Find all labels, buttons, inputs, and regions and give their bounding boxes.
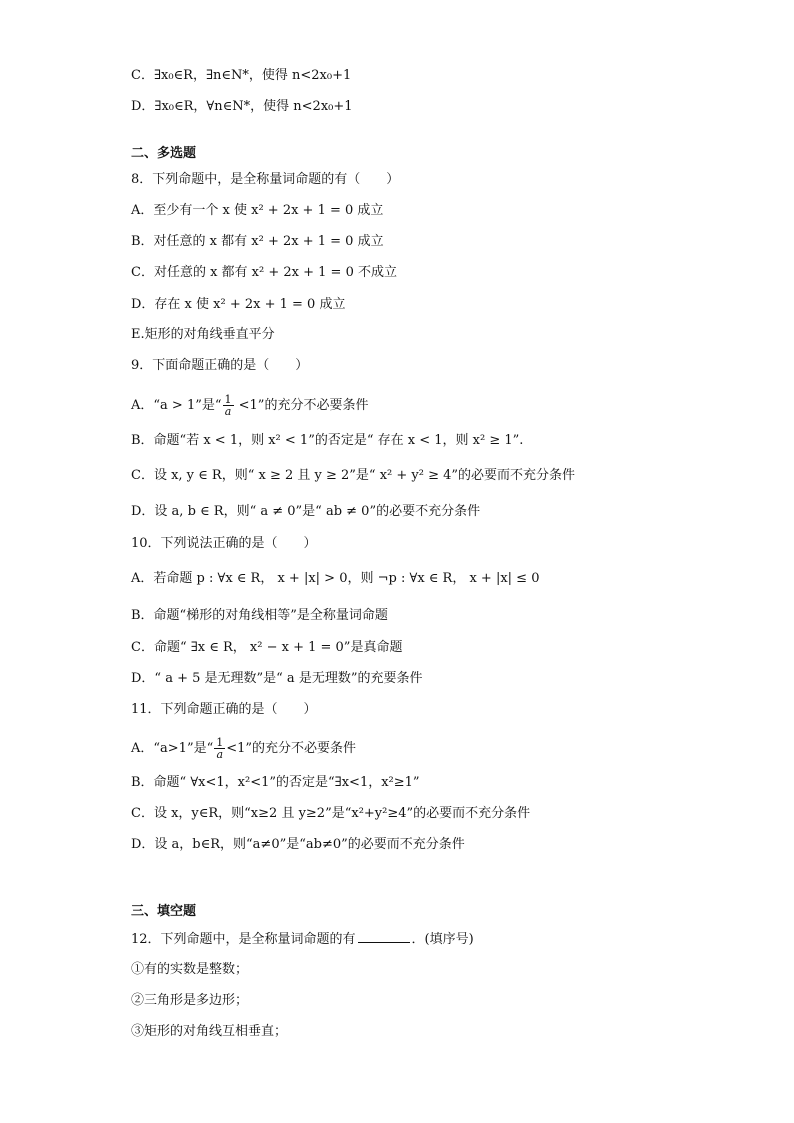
- q12-item-2: ②三角形是多边形；: [131, 993, 249, 1008]
- q12-post: ．(填序号): [411, 932, 474, 947]
- q11-option-c: C．设 x，y∈R，则“x≥2 且 y≥2”是“x²+y²≥4”的必要而不充分条件: [131, 806, 531, 821]
- option-c-q7: C．∃x₀∈R，∃n∈N*，使得 n<2x₀+1: [131, 68, 352, 83]
- fraction-numerator: 1: [224, 393, 232, 406]
- q10-option-a: A．若命题 p : ∀x ∈ R， x + |x| > 0，则 ¬p : ∀x ∈ R， x + |x| ≤ 0: [131, 571, 540, 586]
- q8-option-a: A．至少有一个 x 使 x² + 2x + 1 = 0 成立: [131, 203, 384, 218]
- fraction: [214, 737, 225, 760]
- question-8: 8．下列命题中，是全称量词命题的有（ ）: [131, 172, 400, 187]
- q9-a-pre: A．“a > 1”是“: [131, 398, 222, 413]
- q12-pre: 12．下列命题中，是全称量词命题的有: [131, 932, 356, 947]
- fraction-denominator: a: [216, 748, 224, 761]
- q10-option-d: D．“ a + 5 是无理数”是“ a 是无理数”的充要条件: [131, 671, 423, 686]
- section-heading-fill-blank: 三、填空题: [131, 904, 197, 919]
- q10-option-b: B．命题“梯形的对角线相等”是全称量词命题: [131, 608, 388, 623]
- q9-option-a: [131, 394, 368, 417]
- q11-a-post: <1”的充分不必要条件: [226, 741, 357, 756]
- q11-a-pre: A．“a>1”是“: [131, 741, 214, 756]
- q8-option-d: D．存在 x 使 x² + 2x + 1 = 0 成立: [131, 297, 346, 312]
- q9-option-b: B．命题“若 x < 1，则 x² < 1”的否定是“ 存在 x < 1，则 x² ≥ 1”.: [131, 433, 524, 448]
- q8-option-b: B．对任意的 x 都有 x² + 2x + 1 = 0 成立: [131, 234, 384, 249]
- q11-option-b: B．命题“ ∀x<1，x²<1”的否定是“∃x<1，x²≥1”: [131, 775, 420, 790]
- q8-option-e: E.矩形的对角线垂直平分: [131, 327, 275, 342]
- q12-item-3: ③矩形的对角线互相垂直；: [131, 1024, 288, 1039]
- question-11: 11．下列命题正确的是（ ）: [131, 702, 317, 717]
- answer-blank[interactable]: [358, 930, 410, 943]
- q10-option-c: C．命题“ ∃x ∈ R， x² − x + 1 = 0”是真命题: [131, 640, 403, 655]
- q12-item-1: ①有的实数是整数；: [131, 962, 249, 977]
- question-10: 10．下列说法正确的是（ ）: [131, 536, 317, 551]
- q11-option-a: [131, 737, 356, 760]
- section-heading-multi-choice: 二、多选题: [131, 146, 197, 161]
- question-9: 9．下面命题正确的是（ ）: [131, 358, 309, 373]
- fraction: [223, 394, 234, 417]
- q11-option-d: D．设 a，b∈R，则“a≠0”是“ab≠0”的必要而不充分条件: [131, 837, 465, 852]
- fraction-numerator: 1: [216, 736, 224, 749]
- q9-a-post: <1”的充分不必要条件: [234, 398, 369, 413]
- option-d-q7: D．∃x₀∈R，∀n∈N*，使得 n<2x₀+1: [131, 99, 353, 114]
- q9-option-d: D．设 a, b ∈ R，则“ a ≠ 0”是“ ab ≠ 0”的必要不充分条件: [131, 504, 481, 519]
- fraction-denominator: a: [224, 405, 232, 418]
- q9-option-c: C．设 x, y ∈ R，则“ x ≥ 2 且 y ≥ 2”是“ x² + y² ≥ 4”的必要而不充分条件: [131, 468, 576, 483]
- q8-option-c: C．对任意的 x 都有 x² + 2x + 1 = 0 不成立: [131, 265, 397, 280]
- question-12: [131, 930, 474, 948]
